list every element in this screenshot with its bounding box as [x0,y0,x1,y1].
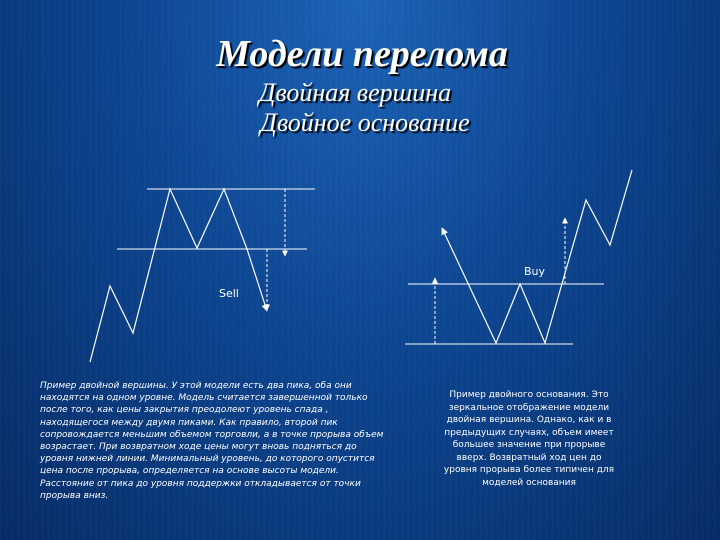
double-bottom-description: Пример двойного основания. Это зеркальное отображение модели двойная вершина. Однако, как и в предыдущих случаях, объем имеет большее значение при прорыве вверх. Возвратный ход цен до уровня прорыва более типичен для моделей основания [443,390,615,488]
double-top-description: Пример двойной вершины. У этой модели есть два пика, оба они находятся на одном уровне. Модель считается завершенной только после того, как цены закрытия преодолеют уровень спада , находящегося между двумя пиками. Как правило, второй пик сопровождается меньшим объемом торговли, а в точке прорыва объем возрастает. При возвратном ходе цены могут вновь подняться до уровня нижней линии. Минимальный уровень, до которого опустится цена после прорыва, определяется на основе высоты модели. Расстояние от пика до уровня поддержки откладывается от точки прорыва вниз. [40,381,384,501]
subtitle-double-bottom: Двойное основание [260,108,470,137]
buy-label: Buy [524,265,546,278]
sell-label: Sell [219,287,239,300]
price-path-double-bottom [442,170,632,343]
price-path-double-top [90,189,267,362]
slide-title: Модели перелома [216,33,508,75]
subtitle-double-top: Двойная вершина [258,78,452,107]
